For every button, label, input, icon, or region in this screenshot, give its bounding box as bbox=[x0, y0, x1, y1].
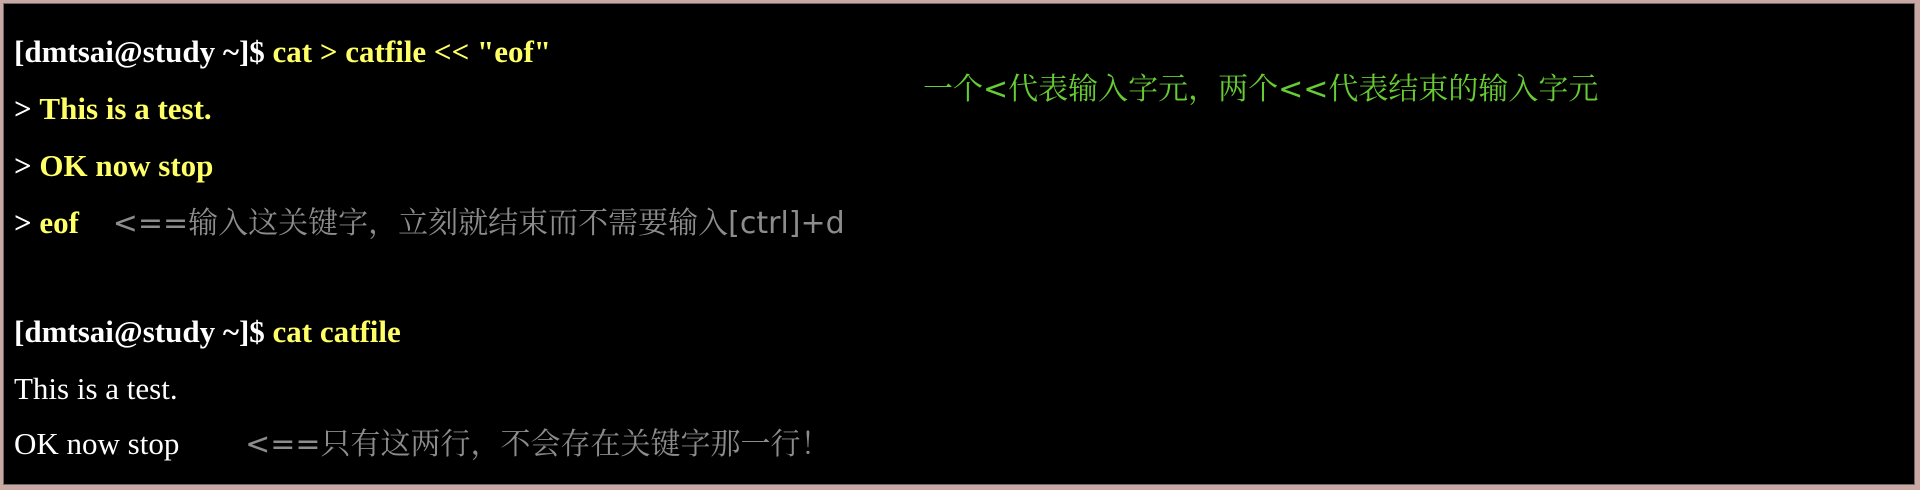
input-text: This is a test. bbox=[39, 91, 212, 126]
output-text: This is a test. bbox=[14, 371, 178, 406]
inline-comment: <==只有这两行，不会存在关键字那一行！ bbox=[245, 427, 831, 462]
command-text: cat > catfile << "eof" bbox=[272, 34, 552, 69]
continuation-prompt: > bbox=[14, 148, 32, 183]
input-text: eof bbox=[39, 205, 80, 240]
command-text: cat catfile bbox=[272, 314, 401, 349]
continuation-prompt: > bbox=[14, 205, 32, 240]
inline-comment: <==输入这关键字，立刻就结束而不需要输入[ctrl]+d bbox=[112, 206, 845, 241]
terminal-line-3 bbox=[14, 140, 213, 192]
input-text: OK now stop bbox=[39, 148, 214, 183]
shell-prompt: [dmtsai@study ~]$ bbox=[14, 314, 265, 349]
shell-prompt: [dmtsai@study ~]$ bbox=[14, 34, 265, 69]
terminal-line-4 bbox=[14, 197, 845, 249]
output-text: OK now stop bbox=[14, 426, 180, 461]
terminal-line-7 bbox=[14, 418, 831, 470]
annotation-note: 一个<代表输入字元，两个<<代表结束的输入字元 bbox=[923, 72, 1599, 107]
continuation-prompt: > bbox=[14, 91, 32, 126]
terminal-line-2 bbox=[14, 83, 212, 135]
terminal-line-6 bbox=[14, 363, 178, 415]
terminal-window[interactable] bbox=[3, 3, 1915, 485]
terminal-line-5 bbox=[14, 306, 401, 358]
terminal-line-1 bbox=[14, 26, 551, 78]
